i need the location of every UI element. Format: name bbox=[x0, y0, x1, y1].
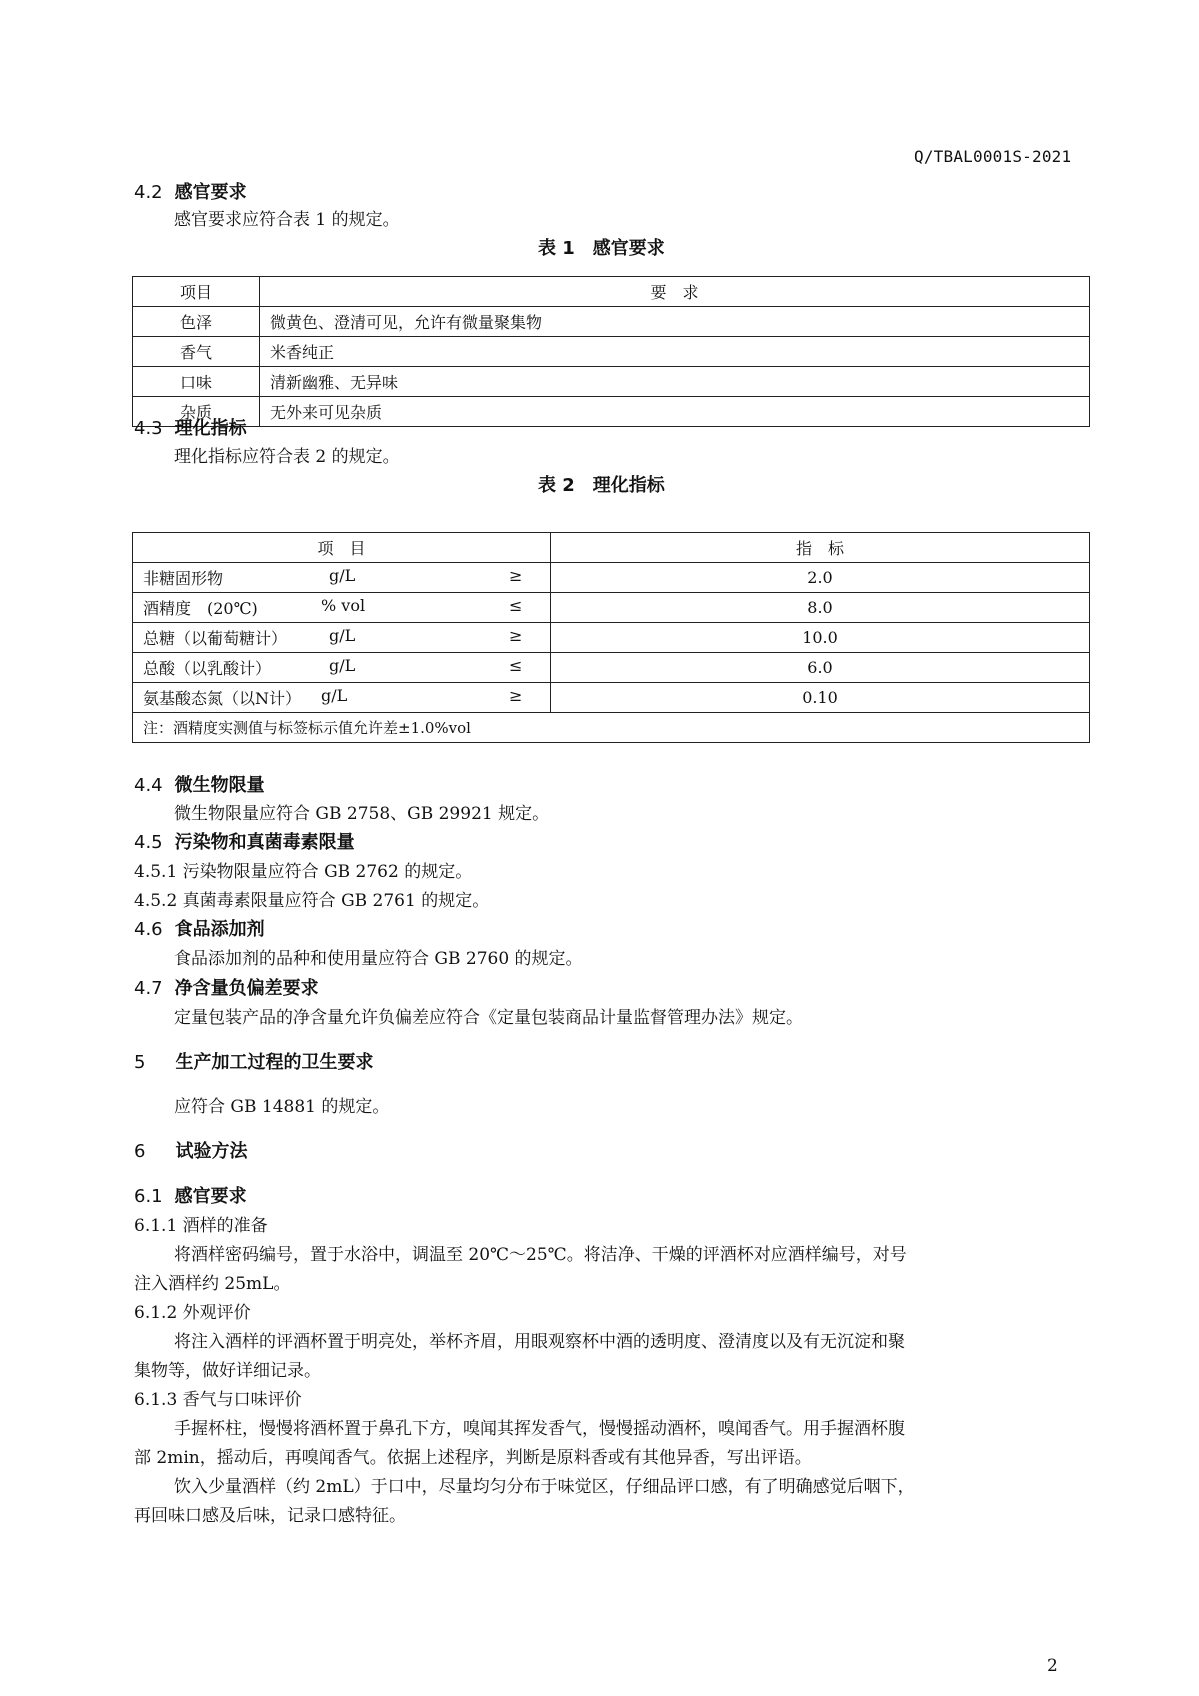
section-4-4-heading bbox=[134, 771, 265, 797]
section-6-1-3-p2-line2: 再回味口感及后味，记录口感特征。 bbox=[134, 1506, 406, 1526]
item-unit: g/L bbox=[329, 626, 356, 645]
section-5-heading bbox=[134, 1048, 373, 1074]
section-6-1-1-title: 6.1.1 酒样的准备 bbox=[134, 1216, 268, 1236]
section-title: 感官要求 bbox=[174, 1186, 247, 1207]
table-note-row bbox=[133, 713, 1090, 743]
table2-caption: 表 2 理化指标 bbox=[538, 475, 665, 496]
item-name: 酒精度 (20℃) bbox=[143, 599, 258, 618]
item-operator: ≥ bbox=[509, 626, 523, 645]
section-6-1-2-line2: 集物等，做好详细记录。 bbox=[134, 1361, 321, 1381]
item-operator: ≥ bbox=[509, 686, 523, 705]
table-header-row bbox=[133, 533, 1090, 563]
table-header-cell: 项 目 bbox=[133, 533, 551, 563]
section-6-1-3-p1-line1: 手握杯柱，慢慢将酒杯置于鼻孔下方，嗅闻其挥发香气，慢慢摇动酒杯，嗅闻香气。用手握酒杯腹 bbox=[174, 1419, 905, 1439]
item-operator: ≥ bbox=[509, 566, 523, 585]
section-6-heading bbox=[134, 1137, 247, 1163]
table1-sensory bbox=[132, 276, 1090, 427]
table-cell bbox=[133, 563, 551, 593]
table-header-cell: 要 求 bbox=[260, 277, 1090, 307]
table-row bbox=[133, 683, 1090, 713]
section-4-5-heading bbox=[134, 828, 355, 854]
section-number: 4.6 bbox=[134, 919, 163, 940]
section-title: 微生物限量 bbox=[174, 775, 265, 796]
table-cell: 8.0 bbox=[551, 593, 1090, 623]
page-number: 2 bbox=[1047, 1656, 1058, 1676]
section-6-1-3-p1-line2: 部 2min，摇动后，再嗅闻香气。依据上述程序，判断是原料香或有其他异香，写出评语。 bbox=[134, 1448, 812, 1468]
section-4-2-text: 感官要求应符合表 1 的规定。 bbox=[174, 210, 400, 230]
section-title: 污染物和真菌毒素限量 bbox=[174, 832, 355, 853]
section-title: 试验方法 bbox=[175, 1141, 248, 1162]
table-cell: 无外来可见杂质 bbox=[260, 397, 1090, 427]
standard-code: Q/TBAL0001S-2021 bbox=[914, 147, 1072, 166]
section-title: 感官要求 bbox=[174, 182, 247, 203]
table-cell: 米香纯正 bbox=[260, 337, 1090, 367]
table1-caption: 表 1 感官要求 bbox=[538, 238, 665, 259]
table2-physicochemical bbox=[132, 532, 1090, 743]
table-row bbox=[133, 653, 1090, 683]
section-title: 食品添加剂 bbox=[174, 919, 265, 940]
table-header-cell: 项目 bbox=[133, 277, 260, 307]
table-cell: 清新幽雅、无异味 bbox=[260, 367, 1090, 397]
section-4-5-2: 4.5.2 真菌毒素限量应符合 GB 2761 的规定。 bbox=[134, 891, 490, 911]
table-header-cell: 指 标 bbox=[551, 533, 1090, 563]
item-unit: g/L bbox=[321, 686, 348, 705]
section-number: 4.4 bbox=[134, 775, 163, 796]
section-title: 理化指标 bbox=[174, 418, 247, 439]
table-cell: 口味 bbox=[133, 367, 260, 397]
section-4-6-text: 食品添加剂的品种和使用量应符合 GB 2760 的规定。 bbox=[174, 949, 583, 969]
table-row bbox=[133, 367, 1090, 397]
item-unit: g/L bbox=[329, 566, 356, 585]
table-cell: 10.0 bbox=[551, 623, 1090, 653]
item-name: 总酸（以乳酸计） bbox=[143, 659, 272, 678]
section-4-7-heading bbox=[134, 974, 319, 1000]
section-title: 生产加工过程的卫生要求 bbox=[175, 1052, 374, 1073]
item-name: 氨基酸态氮（以N计） bbox=[143, 689, 302, 708]
table-header-row bbox=[133, 277, 1090, 307]
section-6-1-1-line2: 注入酒样约 25mL。 bbox=[134, 1274, 291, 1294]
table-cell: 杂质 bbox=[133, 397, 260, 427]
table-row bbox=[133, 623, 1090, 653]
table-cell: 微黄色、澄清可见，允许有微量聚集物 bbox=[260, 307, 1090, 337]
table-cell: 色泽 bbox=[133, 307, 260, 337]
item-unit: g/L bbox=[329, 656, 356, 675]
section-number: 6 bbox=[134, 1141, 146, 1162]
section-number: 4.7 bbox=[134, 978, 163, 999]
table-note: 注：酒精度实测值与标签标示值允许差±1.0%vol bbox=[133, 713, 1090, 743]
table-cell: 香气 bbox=[133, 337, 260, 367]
item-name: 非糖固形物 bbox=[143, 569, 224, 588]
item-unit: % vol bbox=[321, 596, 366, 615]
table-row bbox=[133, 397, 1090, 427]
section-number: 4.2 bbox=[134, 182, 163, 203]
section-number: 5 bbox=[134, 1052, 146, 1073]
section-number: 4.3 bbox=[134, 418, 163, 439]
item-operator: ≤ bbox=[509, 656, 523, 675]
section-number: 6.1 bbox=[134, 1186, 163, 1207]
table-cell bbox=[133, 593, 551, 623]
section-6-1-2-title: 6.1.2 外观评价 bbox=[134, 1303, 251, 1323]
section-number: 4.5 bbox=[134, 832, 163, 853]
item-operator: ≤ bbox=[509, 596, 523, 615]
section-4-5-1: 4.5.1 污染物限量应符合 GB 2762 的规定。 bbox=[134, 862, 473, 882]
section-title: 净含量负偏差要求 bbox=[174, 978, 319, 999]
item-name: 总糖（以葡萄糖计） bbox=[143, 629, 288, 648]
section-6-1-3-title: 6.1.3 香气与口味评价 bbox=[134, 1390, 302, 1410]
section-4-2-heading bbox=[134, 178, 247, 204]
table-row bbox=[133, 563, 1090, 593]
table-cell bbox=[133, 653, 551, 683]
table-cell: 0.10 bbox=[551, 683, 1090, 713]
section-4-4-text: 微生物限量应符合 GB 2758、GB 29921 规定。 bbox=[174, 804, 550, 824]
table-cell: 6.0 bbox=[551, 653, 1090, 683]
section-4-3-heading bbox=[134, 414, 247, 440]
section-6-1-3-p2-line1: 饮入少量酒样（约 2mL）于口中，尽量均匀分布于味觉区，仔细品评口感，有了明确感觉后咽下， bbox=[174, 1477, 915, 1497]
section-6-1-1-line1: 将酒样密码编号，置于水浴中，调温至 20℃～25℃。将洁净、干燥的评酒杯对应酒样编号，对号 bbox=[174, 1245, 907, 1265]
section-4-7-text: 定量包装产品的净含量允许负偏差应符合《定量包装商品计量监督管理办法》规定。 bbox=[174, 1008, 803, 1028]
section-4-3-text: 理化指标应符合表 2 的规定。 bbox=[174, 447, 400, 467]
section-5-text: 应符合 GB 14881 的规定。 bbox=[174, 1097, 390, 1117]
table-row bbox=[133, 593, 1090, 623]
table-cell bbox=[133, 683, 551, 713]
section-6-1-heading bbox=[134, 1182, 247, 1208]
table-row bbox=[133, 337, 1090, 367]
table-cell bbox=[133, 623, 551, 653]
table-cell: 2.0 bbox=[551, 563, 1090, 593]
section-4-6-heading bbox=[134, 915, 265, 941]
section-6-1-2-line1: 将注入酒样的评酒杯置于明亮处，举杯齐眉，用眼观察杯中酒的透明度、澄清度以及有无沉淀和聚 bbox=[174, 1332, 905, 1352]
table-row bbox=[133, 307, 1090, 337]
